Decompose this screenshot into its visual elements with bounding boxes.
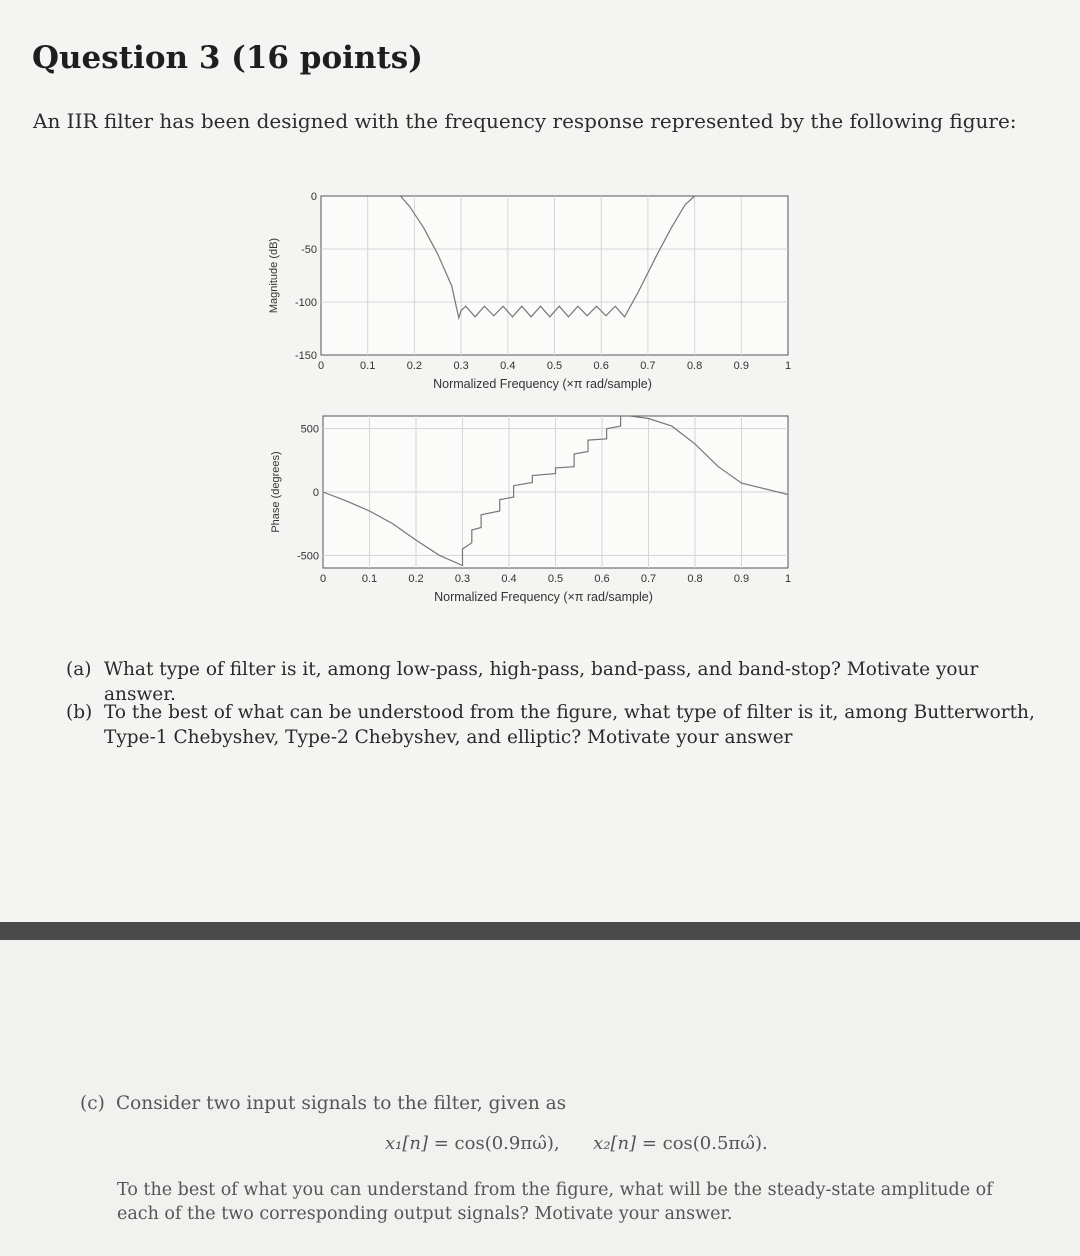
phase-x-tick-label: 0.8 [687,573,703,585]
magnitude-x-tick-label: 0.4 [500,360,516,372]
phase-y-tick-label: 500 [300,423,319,436]
magnitude-x-tick-label: 0.9 [733,360,749,372]
magnitude-y-tick-label: -150 [294,350,317,362]
magnitude-x-tick-label: 0.5 [546,360,563,372]
question-b-text: To the best of what can be understood from the figure, what type of filter is it, among Butterworth, Type-1 Chebyshev, Type-2 Chebyshev, and elliptic? Motivate your answer [104,702,1035,748]
phase-y-tick-label: 0 [312,487,319,499]
eq1-rhs: = cos(0.9πω̂), [433,1133,560,1154]
magnitude-x-tick-label: 0.1 [360,360,376,372]
phase-x-tick-label: 0.3 [454,573,471,585]
eq1-lhs: x₁[n] [385,1133,429,1154]
phase-x-tick-label: 0 [319,573,327,585]
question-c-label: (c) [80,1093,105,1114]
question-c-text: Consider two input signals to the filter, given as [116,1093,567,1114]
question-a-label: (a) [66,659,92,680]
input-signals-equation [385,1133,768,1154]
question-b [66,700,1056,752]
magnitude-x-tick-label: 0 [317,360,325,372]
phase-y-tick-label: -500 [296,550,319,563]
phase-x-tick-label: 0.9 [733,573,750,585]
question-a [66,657,1056,705]
phase-x-tick-label: 0.4 [501,573,517,585]
phase-plot [270,416,791,604]
magnitude-y-tick-label: -50 [301,244,317,256]
magnitude-y-tick-label: 0 [310,191,317,203]
magnitude-x-tick-label: 0.6 [593,360,609,372]
magnitude-x-tick-label: 0.8 [686,360,703,372]
question-intro: An IIR filter has been designed with the frequency response represented by the following figure: [33,109,1017,133]
magnitude-x-tick-label: 0.3 [453,360,469,372]
phase-x-tick-label: 0.2 [408,573,424,585]
magnitude-x-tick-label: 1 [784,360,792,372]
phase-x-tick-label: 0.7 [640,573,657,585]
magnitude-x-tick-label: 0.2 [406,360,423,372]
magnitude-y-tick-label: -100 [294,297,317,309]
phase-ylabel: Phase (degrees) [270,451,282,533]
question-title: Question 3 (16 points) [32,40,423,76]
phase-x-tick-label: 0.1 [361,573,378,585]
question-c [80,1091,1040,1117]
eq2-rhs: = cos(0.5πω̂). [641,1133,768,1154]
phase-x-tick-label: 0.6 [594,573,610,585]
magnitude-x-tick-label: 0.7 [640,360,656,372]
magnitude-xlabel: Normalized Frequency (×π rad/sample) [433,377,652,391]
question-c-followup: To the best of what you can understand from the figure, what will be the steady-state amplitude of each of the two corresponding output signals? Motivate your answer. [117,1180,993,1224]
page-divider [0,922,1080,940]
eq2-lhs: x₂[n] [593,1133,637,1154]
magnitude-plot [268,191,791,391]
phase-x-tick-label: 1 [784,573,792,585]
frequency-response-figure [250,180,810,630]
question-a-text: What type of filter is it, among low-pass, high-pass, band-pass, and band-stop? Motivate your answer. [104,659,979,705]
phase-x-tick-label: 0.5 [547,573,564,585]
magnitude-ylabel: Magnitude (dB) [268,237,280,314]
question-b-label: (b) [66,702,93,723]
phase-xlabel: Normalized Frequency (×π rad/sample) [434,590,653,604]
